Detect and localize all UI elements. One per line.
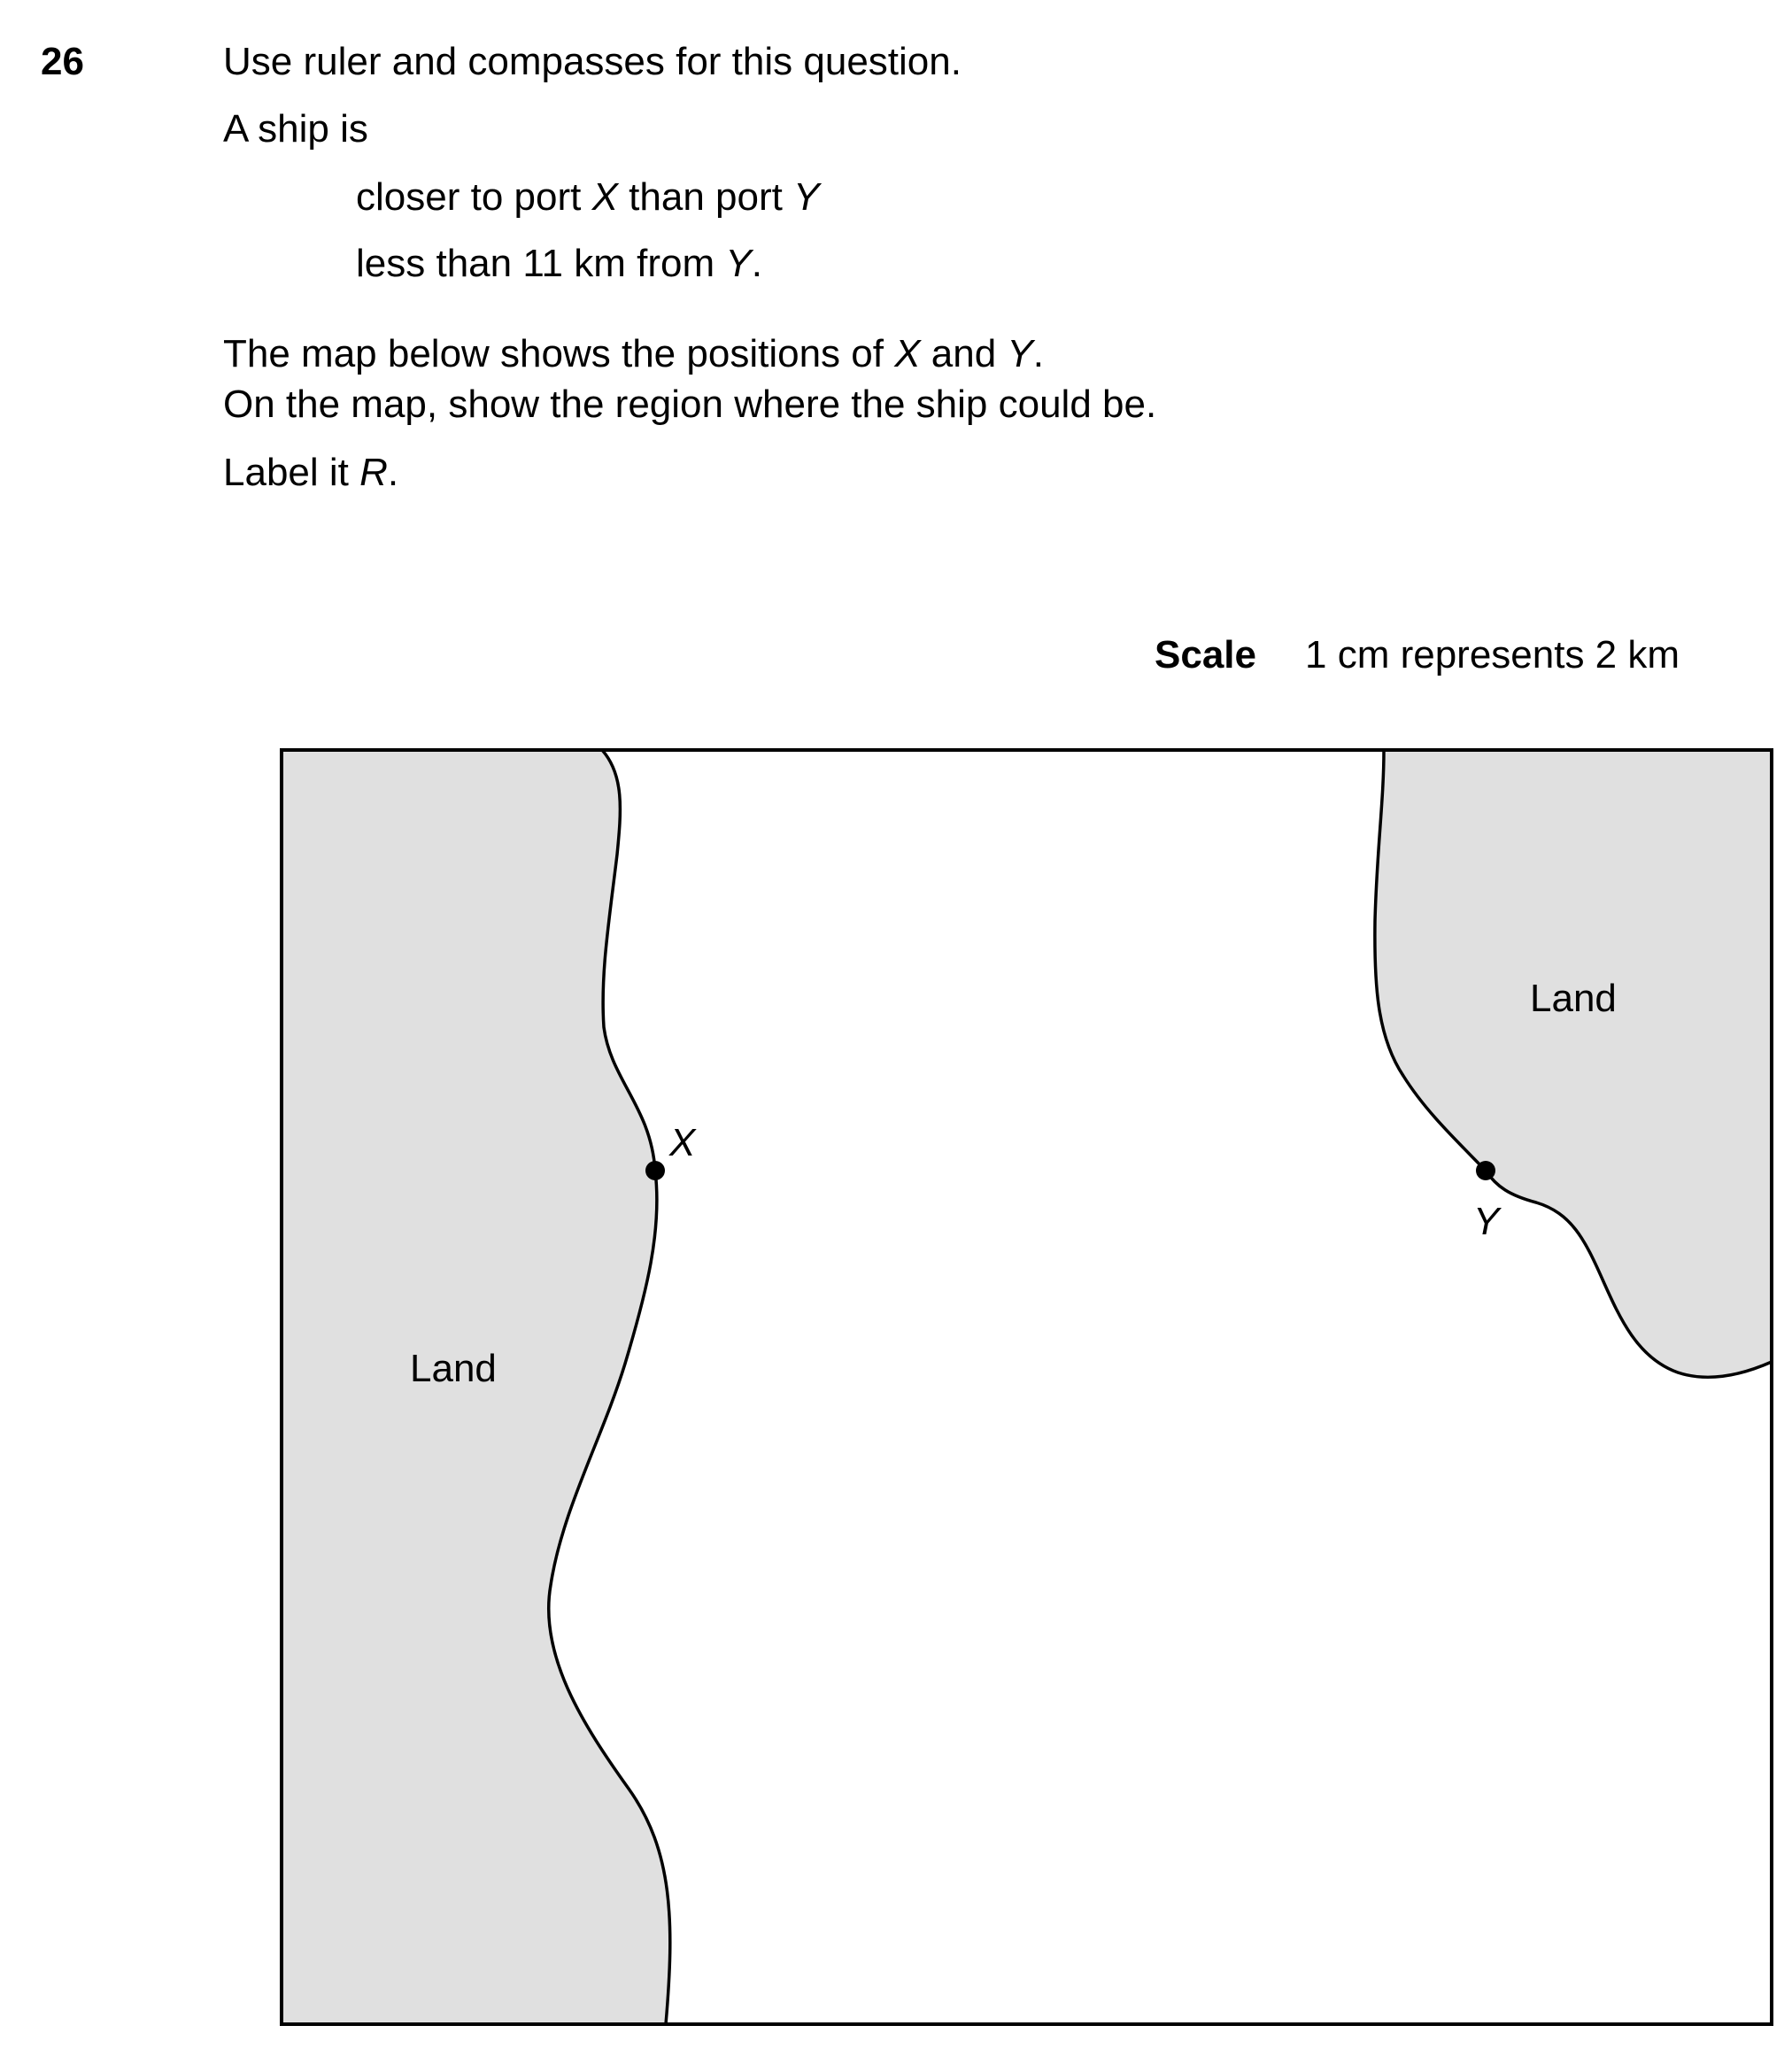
task-text: On the map, show the region where the ship could be. [223,383,1157,426]
port-y-label: Y [1473,1200,1500,1243]
condition-closer-before: closer to port [356,175,592,219]
port-x-label: X [669,1121,696,1164]
condition-closer-middle: than port [617,175,794,219]
map-sentence-middle: and [920,332,1008,375]
label-instruction-r: R [359,451,388,494]
instruction-text: Use ruler and compasses for this question. [223,40,962,83]
question-number: 26 [41,40,84,83]
condition-distance-y: Y [725,242,752,285]
scale-value: 1 cm represents 2 km [1305,633,1680,676]
land-right [1375,750,1772,1377]
condition-closer-y: Y [793,175,820,219]
label-instruction-before: Label it [223,451,360,494]
port-x-point [645,1161,665,1180]
intro-text: A ship is [223,107,368,151]
map-sentence-x: X [894,332,921,375]
map-sentence-before: The map below shows the positions of [223,332,895,375]
port-y-point [1476,1161,1495,1180]
map-sentence-after: . [1032,332,1045,375]
condition-distance-after: . [751,242,762,285]
land-right-label: Land [1530,977,1617,1020]
land-left-label: Land [410,1347,497,1390]
map-sentence-y: Y [1007,332,1033,375]
scale-label: Scale [1155,633,1256,676]
condition-distance-before: less than 11 km from [356,242,726,285]
condition-closer-x: X [591,175,618,219]
label-instruction-after: . [387,451,399,494]
